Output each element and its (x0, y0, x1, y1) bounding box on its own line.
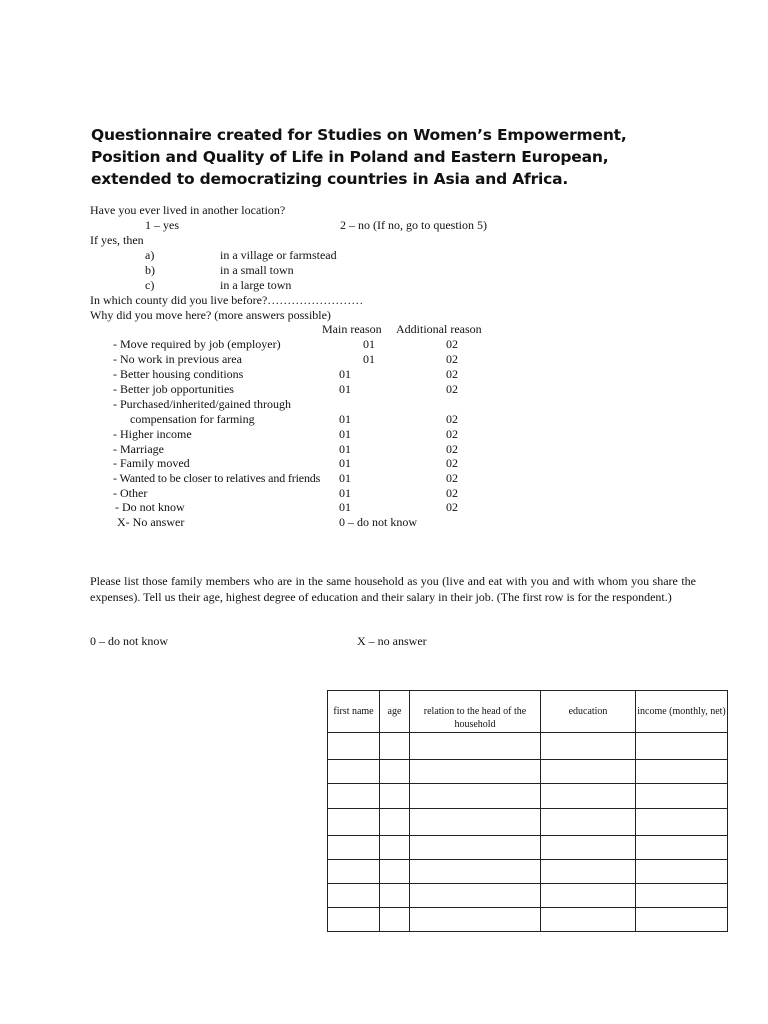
reason-main-code: 01 (363, 337, 375, 351)
table-cell[interactable] (636, 809, 728, 836)
sub-option-text: in a large town (220, 278, 292, 292)
if-yes-label: If yes, then (90, 233, 144, 247)
table-cell[interactable] (636, 784, 728, 809)
table-row (328, 760, 728, 784)
table-cell[interactable] (328, 884, 380, 908)
table-cell[interactable] (328, 784, 380, 809)
reason-label: - Better housing conditions (113, 367, 244, 381)
table-cell[interactable] (410, 836, 541, 860)
document-title: Questionnaire created for Studies on Women’s Empowerment, Position and Quality of Life in Poland and Eastern European, extended to democratizing countries in Asia and Africa. (91, 126, 627, 188)
table-cell[interactable] (328, 836, 380, 860)
table-cell[interactable] (541, 784, 636, 809)
table-cell[interactable] (328, 809, 380, 836)
question-lived-elsewhere: Have you ever lived in another location? (90, 203, 286, 217)
table-row (328, 860, 728, 884)
table-cell[interactable] (380, 784, 410, 809)
table-row (328, 884, 728, 908)
reason-main-code: 01 (363, 352, 375, 366)
reason-additional-code: 02 (446, 367, 458, 381)
table-cell[interactable] (380, 860, 410, 884)
header-main-reason: Main reason (322, 322, 382, 336)
code-no-answer: X – no answer (357, 634, 427, 648)
column-header-relation: relation to the head of the household (410, 691, 541, 733)
reason-label: compensation for farming (130, 412, 255, 426)
reason-additional-code: 02 (446, 382, 458, 396)
table-cell[interactable] (328, 908, 380, 932)
table-cell[interactable] (410, 733, 541, 760)
column-header-first-name: first name (328, 691, 380, 733)
question-previous-county: In which county did you live before?…………………… (90, 293, 364, 307)
table-cell[interactable] (636, 908, 728, 932)
reason-label: - Do not know (115, 500, 185, 514)
sub-option-letter: b) (145, 263, 155, 277)
table-cell[interactable] (380, 884, 410, 908)
table-cell[interactable] (541, 760, 636, 784)
reason-label: - Family moved (113, 456, 190, 470)
column-header-education: education (541, 691, 636, 733)
table-cell[interactable] (541, 908, 636, 932)
table-cell[interactable] (380, 836, 410, 860)
sub-option-letter: c) (145, 278, 155, 292)
table-cell[interactable] (380, 809, 410, 836)
reason-main-code: 01 (339, 486, 351, 500)
reason-main-code: 01 (339, 427, 351, 441)
sub-option-text: in a village or farmstead (220, 248, 337, 262)
option-no: 2 – no (If no, go to question 5) (340, 218, 487, 232)
household-members-table (327, 690, 728, 932)
sub-option-text: in a small town (220, 263, 294, 277)
reason-label: - Marriage (113, 442, 164, 456)
table-cell[interactable] (410, 860, 541, 884)
reason-main-code: 01 (339, 471, 351, 485)
reason-main-code: 01 (339, 442, 351, 456)
reason-additional-code: 02 (446, 471, 458, 485)
table-cell[interactable] (636, 836, 728, 860)
table-cell[interactable] (328, 733, 380, 760)
option-yes: 1 – yes (145, 218, 179, 232)
reason-additional-code: 02 (446, 427, 458, 441)
reason-additional-code: 02 (446, 456, 458, 470)
reason-additional-code: 02 (446, 412, 458, 426)
table-cell[interactable] (380, 733, 410, 760)
table-row (328, 784, 728, 809)
table-cell[interactable] (541, 733, 636, 760)
reason-main-code: 01 (339, 412, 351, 426)
reason-main-code: 01 (339, 382, 351, 396)
table-cell[interactable] (328, 860, 380, 884)
table-cell[interactable] (328, 760, 380, 784)
reason-main-code: 01 (339, 367, 351, 381)
reason-additional-code: 02 (446, 486, 458, 500)
reason-label: - No work in previous area (113, 352, 242, 366)
reason-label: - Purchased/inherited/gained through (113, 397, 291, 411)
table-cell[interactable] (410, 760, 541, 784)
reason-label: - Better job opportunities (113, 382, 234, 396)
table-cell[interactable] (380, 760, 410, 784)
table-cell[interactable] (541, 884, 636, 908)
code-do-not-know: 0 – do not know (90, 634, 168, 648)
table-cell[interactable] (636, 860, 728, 884)
reason-additional-code: 02 (446, 337, 458, 351)
table-header-row (328, 691, 728, 733)
table-cell[interactable] (380, 908, 410, 932)
reason-label: - Move required by job (employer) (113, 337, 281, 351)
reason-main-code: 01 (339, 500, 351, 514)
table-cell[interactable] (410, 908, 541, 932)
table-row (328, 809, 728, 836)
reason-label: - Other (113, 486, 148, 500)
table-cell[interactable] (541, 836, 636, 860)
header-additional-reason: Additional reason (396, 322, 482, 336)
column-header-age: age (380, 691, 410, 733)
table-cell[interactable] (410, 784, 541, 809)
reason-additional-code: 02 (446, 500, 458, 514)
table-row (328, 836, 728, 860)
table-cell[interactable] (410, 809, 541, 836)
table-cell[interactable] (636, 760, 728, 784)
table-cell[interactable] (636, 733, 728, 760)
reason-additional-code: 02 (446, 442, 458, 456)
reason-label: - Higher income (113, 427, 192, 441)
household-instructions: Please list those family members who are in the same household as you (live and eat with you and with whom you share the expenses). Tell us their age, highest degree of education and their salary in their job. (The first row is for the respondent.) (90, 574, 696, 604)
table-cell[interactable] (636, 884, 728, 908)
table-row (328, 733, 728, 760)
reason-main-code: 01 (339, 456, 351, 470)
table-cell[interactable] (410, 884, 541, 908)
reason-label: - Wanted to be closer to relatives and friends (113, 471, 321, 485)
table-cell[interactable] (541, 860, 636, 884)
column-header-income: income (monthly, net) (636, 691, 728, 733)
reason-main-code: 0 – do not know (339, 515, 417, 529)
sub-option-letter: a) (145, 248, 155, 262)
table-row (328, 908, 728, 932)
reason-label: X- No answer (117, 515, 185, 529)
question-why-moved: Why did you move here? (more answers possible) (90, 308, 331, 322)
reason-additional-code: 02 (446, 352, 458, 366)
table-cell[interactable] (541, 809, 636, 836)
